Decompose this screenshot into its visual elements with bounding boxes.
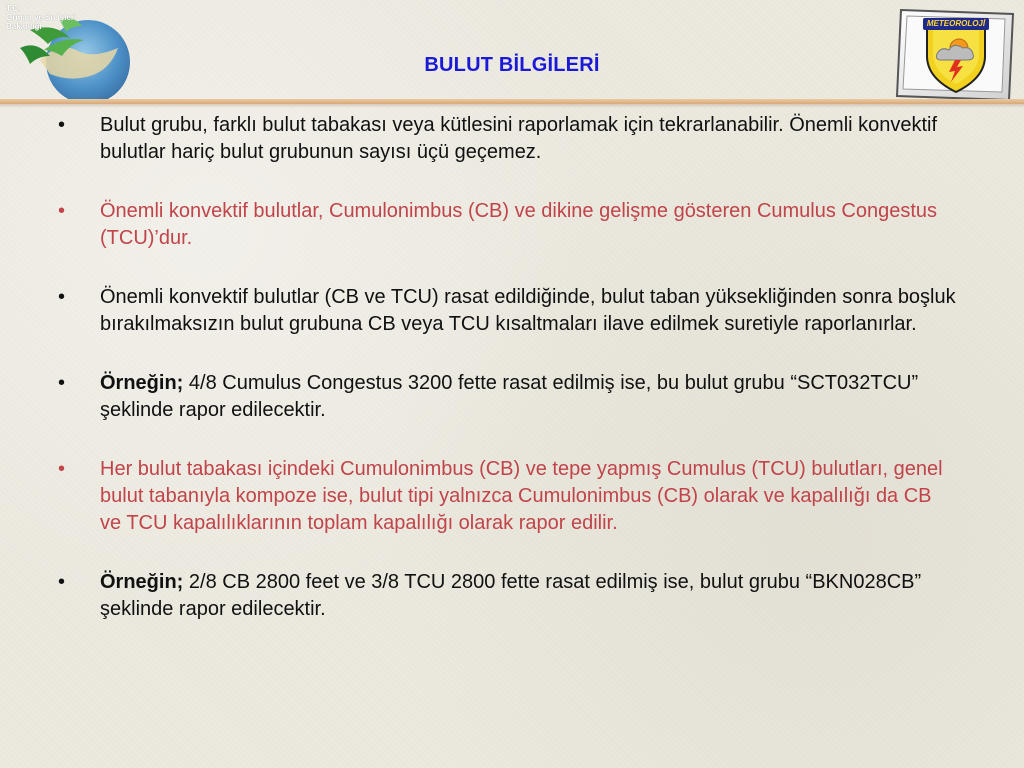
- header-divider-shadow: [0, 104, 1024, 108]
- bullet-item: [58, 569, 958, 623]
- bullet-marker: •: [58, 200, 66, 222]
- bullet-text: Önemli konvektif bulutlar, Cumulonimbus (CB) ve dikine gelişme gösteren Cumulus Congestus (TCU)’dur.: [100, 200, 938, 249]
- bullet-item: [58, 198, 958, 252]
- bullet-marker: •: [58, 571, 66, 593]
- bullet-item: [58, 284, 958, 338]
- bullet-lead: Örneğin;: [100, 372, 184, 394]
- meteoroloji-badge-label: METEOROLOJİ: [926, 19, 986, 28]
- bullet-item: [58, 112, 958, 166]
- bullet-item: [58, 456, 958, 537]
- bullet-marker: •: [58, 114, 66, 136]
- bullet-marker: •: [58, 286, 66, 308]
- ministry-text-line: Orman ve Su İşleri: [6, 13, 77, 22]
- bullet-marker: •: [58, 372, 66, 394]
- ministry-text-line: Bakanlığı: [6, 22, 42, 31]
- bullet-item: [58, 370, 958, 424]
- ministry-text-line: T.C.: [6, 4, 21, 13]
- bullet-list: [58, 112, 958, 655]
- bullet-text: Önemli konvektif bulutlar (CB ve TCU) rasat edildiğinde, bulut taban yüksekliğinden sonra boşluk bırakılmaksızın bulut grubuna CB veya TCU kısaltmaları ilave edilmek suretiyle raporlanırlar.: [100, 286, 956, 335]
- page-title: BULUT BİLGİLERİ: [424, 54, 600, 76]
- bullet-marker: •: [58, 458, 66, 480]
- bullet-lead: Örneğin;: [100, 571, 184, 593]
- bullet-text: 4/8 Cumulus Congestus 3200 fette rasat edilmiş ise, bu bulut grubu “SCT032TCU” şeklinde rapor edilecektir.: [100, 372, 919, 421]
- bullet-text: Bulut grubu, farklı bulut tabakası veya kütlesini raporlamak için tekrarlanabilir. Önemli konvektif bulutlar hariç bulut grubunun sayısı üçü geçemez.: [100, 114, 938, 163]
- ministry-logo-text: [6, 4, 76, 31]
- bullet-text: 2/8 CB 2800 feet ve 3/8 TCU 2800 fette rasat edilmiş ise, bulut grubu “BKN028CB” şeklinde rapor edilecektir.: [100, 571, 922, 620]
- bullet-text: Her bulut tabakası içindeki Cumulonimbus (CB) ve tepe yapmış Cumulus (TCU) bulutları, genel bulut tabanıyla kompoze ise, bulut tipi yalnızca Cumulonimbus (CB) olarak ve kapalılığı da CB ve TCU kapalılıklarının toplam kapalılığı olarak rapor edilir.: [100, 458, 943, 534]
